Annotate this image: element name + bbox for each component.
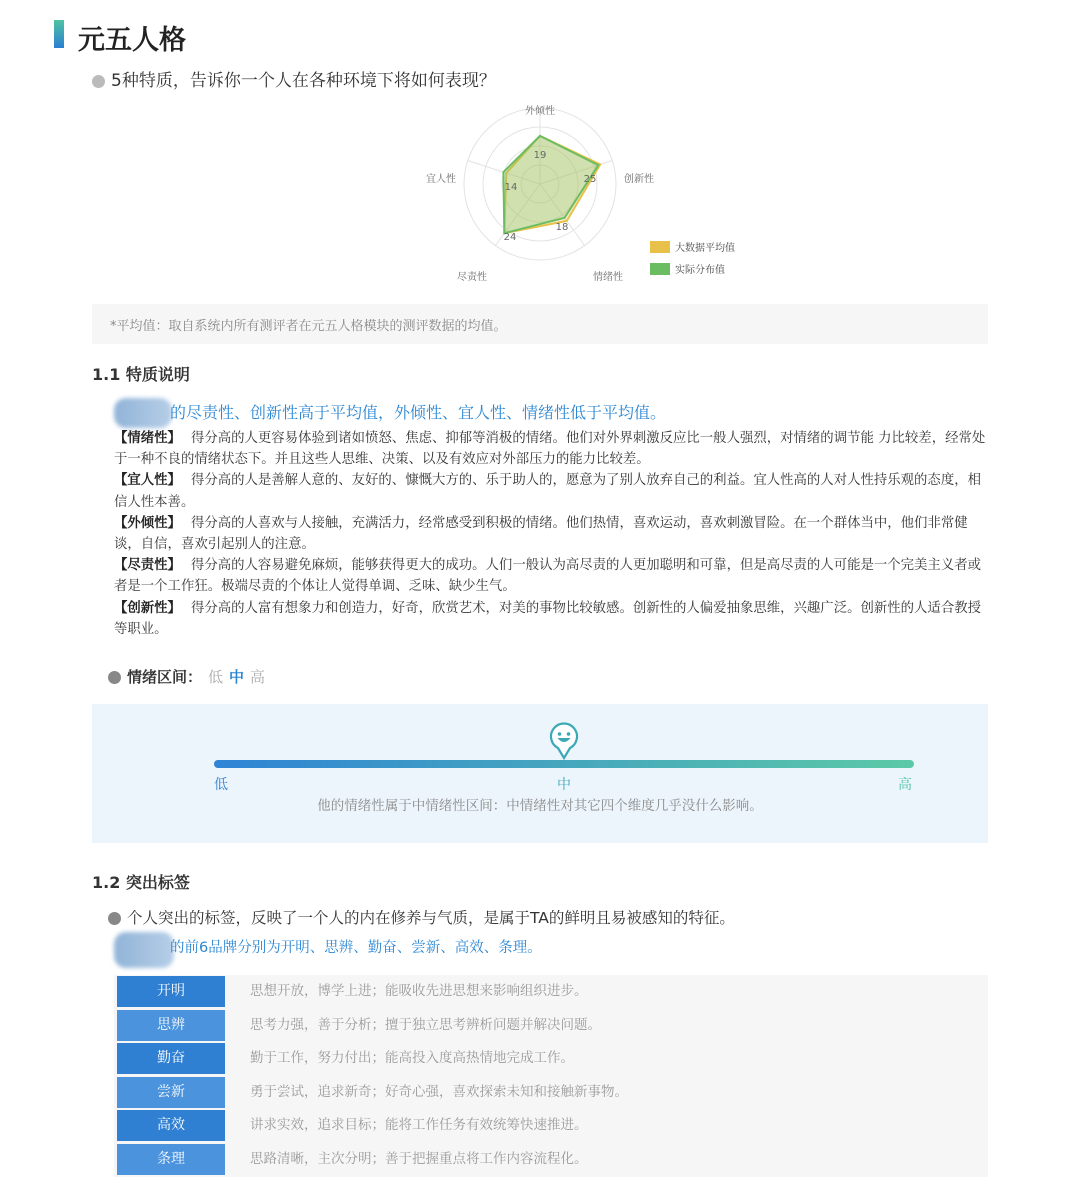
blurred-name [114,932,174,968]
title-accent-bar [54,20,64,48]
tag-name: 条理 [117,1144,225,1175]
legend-label: 实际分布值 [675,265,725,276]
trait-text: 得分高的人更容易体验到诸如愤怒、焦虑、抑郁等消极的情绪。他们对外界刺激反应比一般人强烈，对情绪的调节能 力比较差，经常处于一种不良的情绪状态下。并且这些人思维、决策、以及有效应对外部压力的能力比较差。 [114,431,986,468]
radar-data-label: 24 [503,232,517,243]
radar-axis-label: 创新性 [624,174,654,185]
track-label-mid: 中 [557,777,571,793]
radar-axis-label: 尽责性 [457,272,487,283]
tags-intro-text: 个人突出的标签，反映了一个人的内在修养与气质，是属于TA的鲜明且易被感知的特征。 [127,909,735,927]
tag-row [114,1042,988,1075]
smiley-marker-icon [547,720,581,760]
trait-text: 得分高的人容易避免麻烦，能够获得更大的成功。人们一般认为高尽责的人更加聪明和可靠，但是高尽责的人可能是一个完美主义者或者是一个工作狂。极端尽责的个体让人觉得单调、乏味、缺少生气。 [114,558,981,595]
emotion-range-track [214,760,914,768]
radar-axis-label: 情绪性 [593,272,623,283]
trait-item [114,428,990,470]
section-subtitle [92,66,496,91]
tag-description: 勇于尝试，追求新奇；好奇心强，喜欢探索未知和接触新事物。 [250,1083,628,1100]
emotion-range-panel [92,704,988,843]
tags-table [114,975,988,1177]
trait-item [114,555,990,597]
legend-swatch [650,263,670,275]
range-label-text: 情绪区间： [127,668,203,686]
track-label-low: 低 [214,777,228,793]
trait-name: 【宜人性】 [114,473,181,489]
tag-name: 勤奋 [117,1043,225,1074]
trait-text: 得分高的人是善解人意的、友好的、慷慨大方的、乐于助人的，愿意为了别人放弃自己的利益。宜人性高的人对人性持乐观的态度，相信人性本善。 [114,473,981,510]
tag-name: 高效 [117,1110,225,1141]
tag-description: 讲求实效，追求目标；能将工作任务有效统筹快速推进。 [250,1117,588,1134]
traits-summary: 的尽责性、创新性高于平均值，外倾性、宜人性、情绪性低于平均值。 [170,403,667,422]
track-label-high: 高 [898,777,912,793]
tag-row [114,1109,988,1142]
trait-text: 得分高的人喜欢与人接触，充满活力，经常感受到积极的情绪。他们热情，喜欢运动，喜欢刺激冒险。在一个群体当中，他们非常健谈，自信，喜欢引起别人的注意。 [114,515,968,553]
trait-item [114,513,990,555]
radar-data-label: 25 [583,174,597,185]
emotion-range-label [108,666,265,687]
tag-name: 思辨 [117,1010,225,1041]
trait-item [114,598,990,640]
range-level-low: 低 [208,668,224,686]
radar-data-label: 19 [533,150,547,161]
subtitle-text: 5种特质，告诉你一个人在各种环境下将如何表现？ [111,71,496,91]
bullet-icon [108,671,121,684]
tag-description: 思想开放，博学上进；能吸收先进思想来影响组织进步。 [250,983,588,999]
trait-name: 【情绪性】 [114,431,181,446]
radar-data-label: 14 [504,182,518,193]
trait-text: 得分高的人富有想象力和创造力，好奇，欣赏艺术，对美的事物比较敏感。创新性的人偏爱抽象思维，兴趣广泛。创新性的人适合教授等职业。 [114,600,981,637]
tag-name: 开明 [117,976,225,1007]
range-level-mid: 中 [229,668,245,686]
trait-name: 【尽责性】 [114,558,181,574]
trait-name: 【创新性】 [114,600,181,616]
section-heading-traits: 1.1 特质说明 [92,365,190,384]
tag-row [114,975,988,1008]
range-level-high: 高 [250,668,266,686]
tag-description: 勤于工作，努力付出；能高投入度高热情地完成工作。 [250,1050,574,1067]
average-note: *平均值：取自系统内所有测评者在元五人格模块的测评数据的均值。 [92,304,988,344]
tag-row [114,1143,988,1176]
bullet-icon [108,912,121,925]
section-heading-tags: 1.2 突出标签 [92,873,190,892]
tags-summary: 的前6品牌分别为开明、思辨、勤奋、尝新、高效、条理。 [170,940,542,956]
bullet-icon [92,75,105,88]
trait-item [114,470,990,512]
radar-axis-label: 宜人性 [426,174,456,185]
tags-intro [108,906,735,928]
emotion-range-description: 他的情绪性属于中情绪性区间：中情绪性对其它四个维度几乎没什么影响。 [317,798,763,814]
blurred-name [114,398,172,428]
legend-label: 大数据平均值 [675,243,735,254]
radar-chart [380,98,760,298]
tag-row [114,1009,988,1042]
tag-description: 思考力强，善于分析；擅于独立思考辨析问题并解决问题。 [250,1016,601,1033]
tag-name: 尝新 [117,1077,225,1108]
tag-row [114,1076,988,1109]
radar-data-label: 18 [555,222,569,233]
page-title: 元五人格 [78,25,186,56]
traits-description-list [114,428,990,640]
legend-swatch [650,241,670,253]
radar-axis-label: 外倾性 [525,106,555,117]
trait-name: 【外倾性】 [114,515,181,531]
tag-description: 思路清晰，主次分明；善于把握重点将工作内容流程化。 [250,1151,588,1167]
